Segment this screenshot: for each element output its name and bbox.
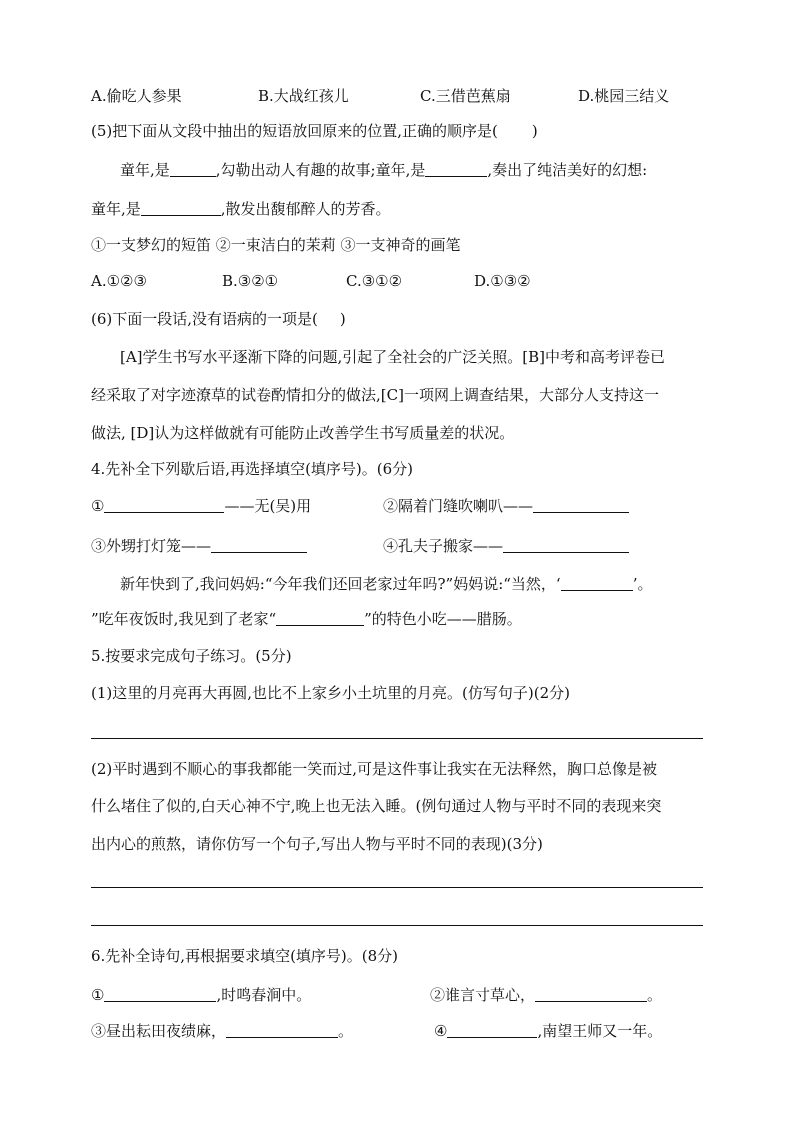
- q4-item-3: [91, 536, 307, 556]
- q6-text-line-1: [A]学生书写水平逐渐下降的问题,引起了全社会的广泛关照。[B]中考和高考评卷已: [120, 348, 666, 366]
- q6p-item-text: 。: [647, 986, 663, 1004]
- q4-paragraph-text: ’。: [632, 575, 653, 593]
- option-d-top: D.桃园三结义: [578, 87, 670, 105]
- q4-title: 4.先补全下列歇后语,再选择填空(填序号)。(6分): [91, 460, 414, 478]
- q4-item-4: [383, 536, 629, 556]
- q4-paragraph-line-2: [91, 609, 522, 629]
- q6p-item-text: ③昼出耘田夜绩麻，: [91, 1022, 227, 1040]
- blank[interactable]: [141, 201, 221, 216]
- option-c-top: C.三借芭蕉扇: [420, 87, 511, 105]
- q6p-item-4: [434, 1021, 662, 1041]
- blank[interactable]: [503, 538, 629, 553]
- q4-paragraph-line-1: [120, 574, 652, 594]
- q5s-sentence-1: (1)这里的月亮再大再圆,也比不上家乡小土坑里的月亮。(仿写句子)(2分): [91, 684, 570, 702]
- q5-passage-line-2: [91, 199, 391, 219]
- q6p-item-text: ④: [434, 1022, 448, 1040]
- q5s-sentence-2-line-2: 什么堵住了似的,白天心神不宁,晚上也无法入睡。(例句通过人物与平时不同的表现来突: [91, 797, 662, 815]
- q4-paragraph-text: 新年快到了,我问妈妈:“今年我们还回老家过年吗?”妈妈说:“当然，‘: [120, 575, 561, 593]
- q4-paragraph-text: ”的特色小吃——腊肠。: [364, 610, 522, 628]
- q4-item-text: ①: [91, 497, 105, 515]
- q4-item-2: [383, 496, 629, 516]
- q5-passage-text: ,勾勒出动人有趣的故事;童年,是: [215, 161, 426, 179]
- answer-line[interactable]: [91, 887, 703, 888]
- q6p-item-text: ,时鸣春涧中。: [216, 986, 312, 1004]
- q4-item-text: ③外甥打灯笼——: [91, 537, 212, 555]
- q4-paragraph-text: ”吃年夜饭时,我见到了老家“: [91, 610, 277, 628]
- q5s-sentence-2-line-3: 出内心的煎熬，请你仿写一个句子,写出人物与平时不同的表现)(3分): [91, 835, 543, 853]
- q6p-item-text: ,南望王师又一年。: [537, 1022, 663, 1040]
- q6-prompt-end: ): [339, 310, 346, 328]
- q5-passage-text: ,奏出了纯洁美好的幻想:: [487, 161, 648, 179]
- q6-text-line-2: 经采取了对字迹潦草的试卷酌情扣分的做法,[C]一项网上调查结果，大部分人支持这一: [91, 386, 659, 404]
- blank[interactable]: [104, 498, 224, 513]
- q5-passage-text: 童年,是: [120, 161, 170, 179]
- q4-item-1: [91, 496, 311, 516]
- blank[interactable]: [425, 162, 487, 177]
- q6p-title: 6.先补全诗句,再根据要求填空(填序号)。(8分): [91, 947, 399, 965]
- blank[interactable]: [276, 611, 364, 626]
- q6-prompt-text: (6)下面一段话,没有语病的一项是(: [91, 310, 318, 328]
- q4-item-text: ——无(吴)用: [224, 497, 312, 515]
- q5-prompt: [91, 121, 538, 141]
- q6p-item-text: ①: [91, 986, 105, 1004]
- blank[interactable]: [561, 576, 633, 591]
- q4-item-text: ④孔夫子搬家——: [383, 537, 504, 555]
- q6p-item-text: 。: [338, 1022, 354, 1040]
- q6-prompt: [91, 309, 346, 329]
- q5-prompt-text: (5)把下面从文段中抽出的短语放回原来的位置,正确的顺序是(: [91, 122, 498, 140]
- q5s-title: 5.按要求完成句子练习。(5分): [91, 647, 292, 665]
- q5-passage-line-1: [120, 160, 647, 180]
- q5-prompt-end: ): [531, 122, 538, 140]
- answer-line[interactable]: [91, 738, 703, 739]
- q5-passage-text: 童年,是: [91, 200, 141, 218]
- q6p-item-text: ②谁言寸草心，: [430, 986, 536, 1004]
- option-b-top: B.大战红孩儿: [258, 87, 349, 105]
- q6p-item-1: [91, 985, 311, 1005]
- q5-option-d: D.①③②: [474, 272, 531, 290]
- q5-option-c: C.③①②: [346, 272, 403, 290]
- q6p-item-3: [91, 1021, 353, 1041]
- option-a-top: A.偷吃人参果: [91, 87, 182, 105]
- q6-text-line-3: 做法, [D]认为这样做就有可能防止改善学生书写质量差的状况。: [91, 424, 515, 442]
- blank[interactable]: [535, 987, 647, 1002]
- q5-option-b: B.③②①: [222, 272, 279, 290]
- blank[interactable]: [447, 1023, 537, 1038]
- q4-item-text: ②隔着门缝吹喇叭——: [383, 497, 534, 515]
- blank[interactable]: [533, 498, 629, 513]
- blank[interactable]: [170, 162, 216, 177]
- blank[interactable]: [226, 1023, 338, 1038]
- q5s-sentence-2-line-1: (2)平时遇到不顺心的事我都能一笑而过,可是这件事让我实在无法释然，胸口总像是被: [91, 760, 658, 778]
- q5-passage-text: ,散发出馥郁醉人的芳香。: [220, 200, 391, 218]
- answer-line[interactable]: [91, 925, 703, 926]
- blank[interactable]: [211, 538, 307, 553]
- q6p-item-2: [430, 985, 662, 1005]
- q5-phrases: ①一支梦幻的短笛 ②一束洁白的茉莉 ③一支神奇的画笔: [91, 236, 461, 254]
- q5-option-a: A.①②③: [91, 272, 147, 290]
- blank[interactable]: [104, 987, 216, 1002]
